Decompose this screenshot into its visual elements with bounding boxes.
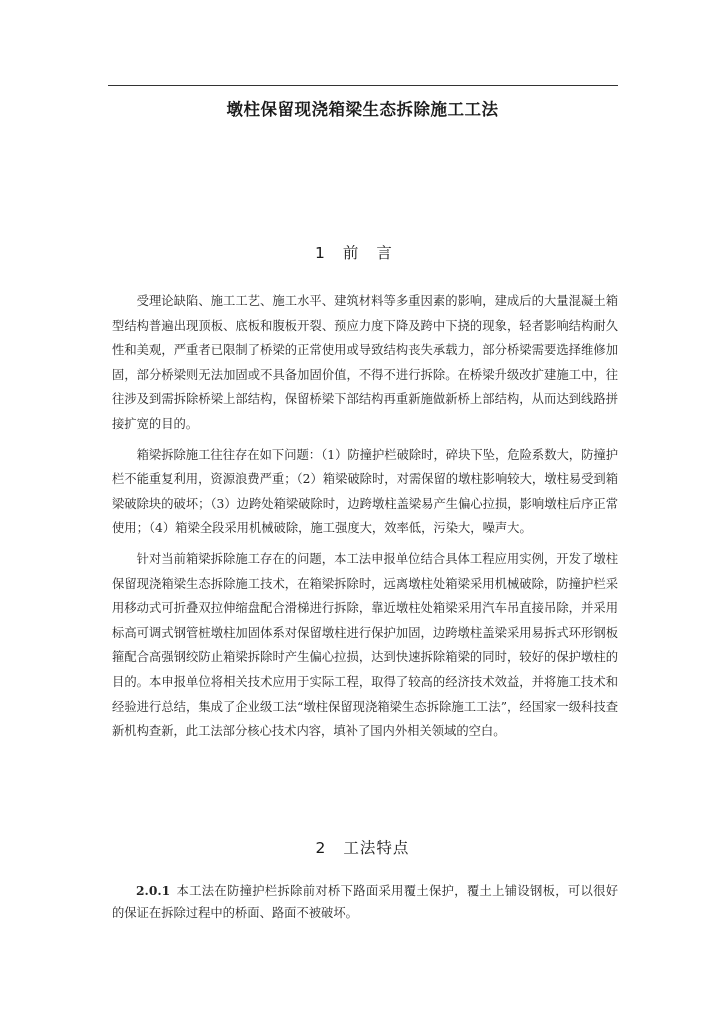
- section-1-body: [112, 289, 618, 744]
- paragraph: 受理论缺陷、施工工艺、施工水平、建筑材料等多重因素的影响，建成后的大量混凝土箱型结构普遍出现顶板、底板和腹板开裂、预应力度下降及跨中下挠的现象，轻者影响结构耐久性和美观，严重者已限制了桥梁的正常使用或导致结构丧失承载力，部分桥梁需要选择维修加固，部分桥梁则无法加固或不具备加固价值，不得不进行拆除。在桥梁升级改扩建施工中，往往涉及到需拆除桥梁上部结构，保留桥梁下部结构再重新施做新桥上部结构，从而达到线路拼接扩宽的目的。: [112, 294, 618, 431]
- section-1-title: 前言: [342, 244, 410, 262]
- section-1-heading: [0, 241, 725, 263]
- section-2-title: 工法特点: [343, 839, 410, 857]
- document-title: 墩柱保留现浇箱梁生态拆除施工工法: [226, 100, 499, 119]
- section-2-number: 2: [315, 839, 326, 857]
- clause-2-0-1: [112, 880, 618, 924]
- paragraph: 针对当前箱梁拆除施工存在的问题，本工法申报单位结合具体工程应用实例，开发了墩柱保留现浇箱梁生态拆除施工技术，在箱梁拆除时，远离墩柱处箱梁采用机械破除，防撞护栏采用移动式可折叠双拉伸缩盘配合滑梯进行拆除，靠近墩柱处箱梁采用汽车吊直接吊除，并采用标高可调式钢管桩墩柱加固体系对保留墩柱进行保护加固，边跨墩柱盖梁采用易拆式环形钢板箍配合高强钢绞防止箱梁拆除时产生偏心拉损，达到快速拆除箱梁的同时，较好的保护墩柱的目的。本申报单位将相关技术应用于实际工程，取得了较高的经济技术效益，并将施工技术和经验进行总结，集成了企业级工法“墩柱保留现浇箱梁生态拆除施工工法”，经国家一级科技查新机构查新，此工法部分核心技术内容，填补了国内外相关领域的空白。: [112, 551, 618, 739]
- clause-text: 本工法在防撞护栏拆除前对桥下路面采用覆土保护，覆土上铺设钢板，可以很好的保证在拆除过程中的桥面、路面不被破坏。: [112, 884, 618, 920]
- header-rule: [108, 85, 618, 86]
- section-1-number: 1: [315, 244, 325, 262]
- paragraph: 箱梁拆除施工往往存在如下问题：（1）防撞护栏破除时，碎块下坠，危险系数大，防撞护栏不能重复利用，资源浪费严重；（2）箱梁破除时，对需保留的墩柱影响较大，墩柱易受到箱梁破除块的破坏；（3）边跨处箱梁破除时，边跨墩柱盖梁易产生偏心拉损，影响墩柱后序正常使用；（4）箱梁全段采用机械破除，施工强度大，效率低，污染大，噪声大。: [112, 447, 618, 536]
- section-2-heading: [0, 836, 725, 858]
- clause-number: 2.0.1: [136, 883, 171, 898]
